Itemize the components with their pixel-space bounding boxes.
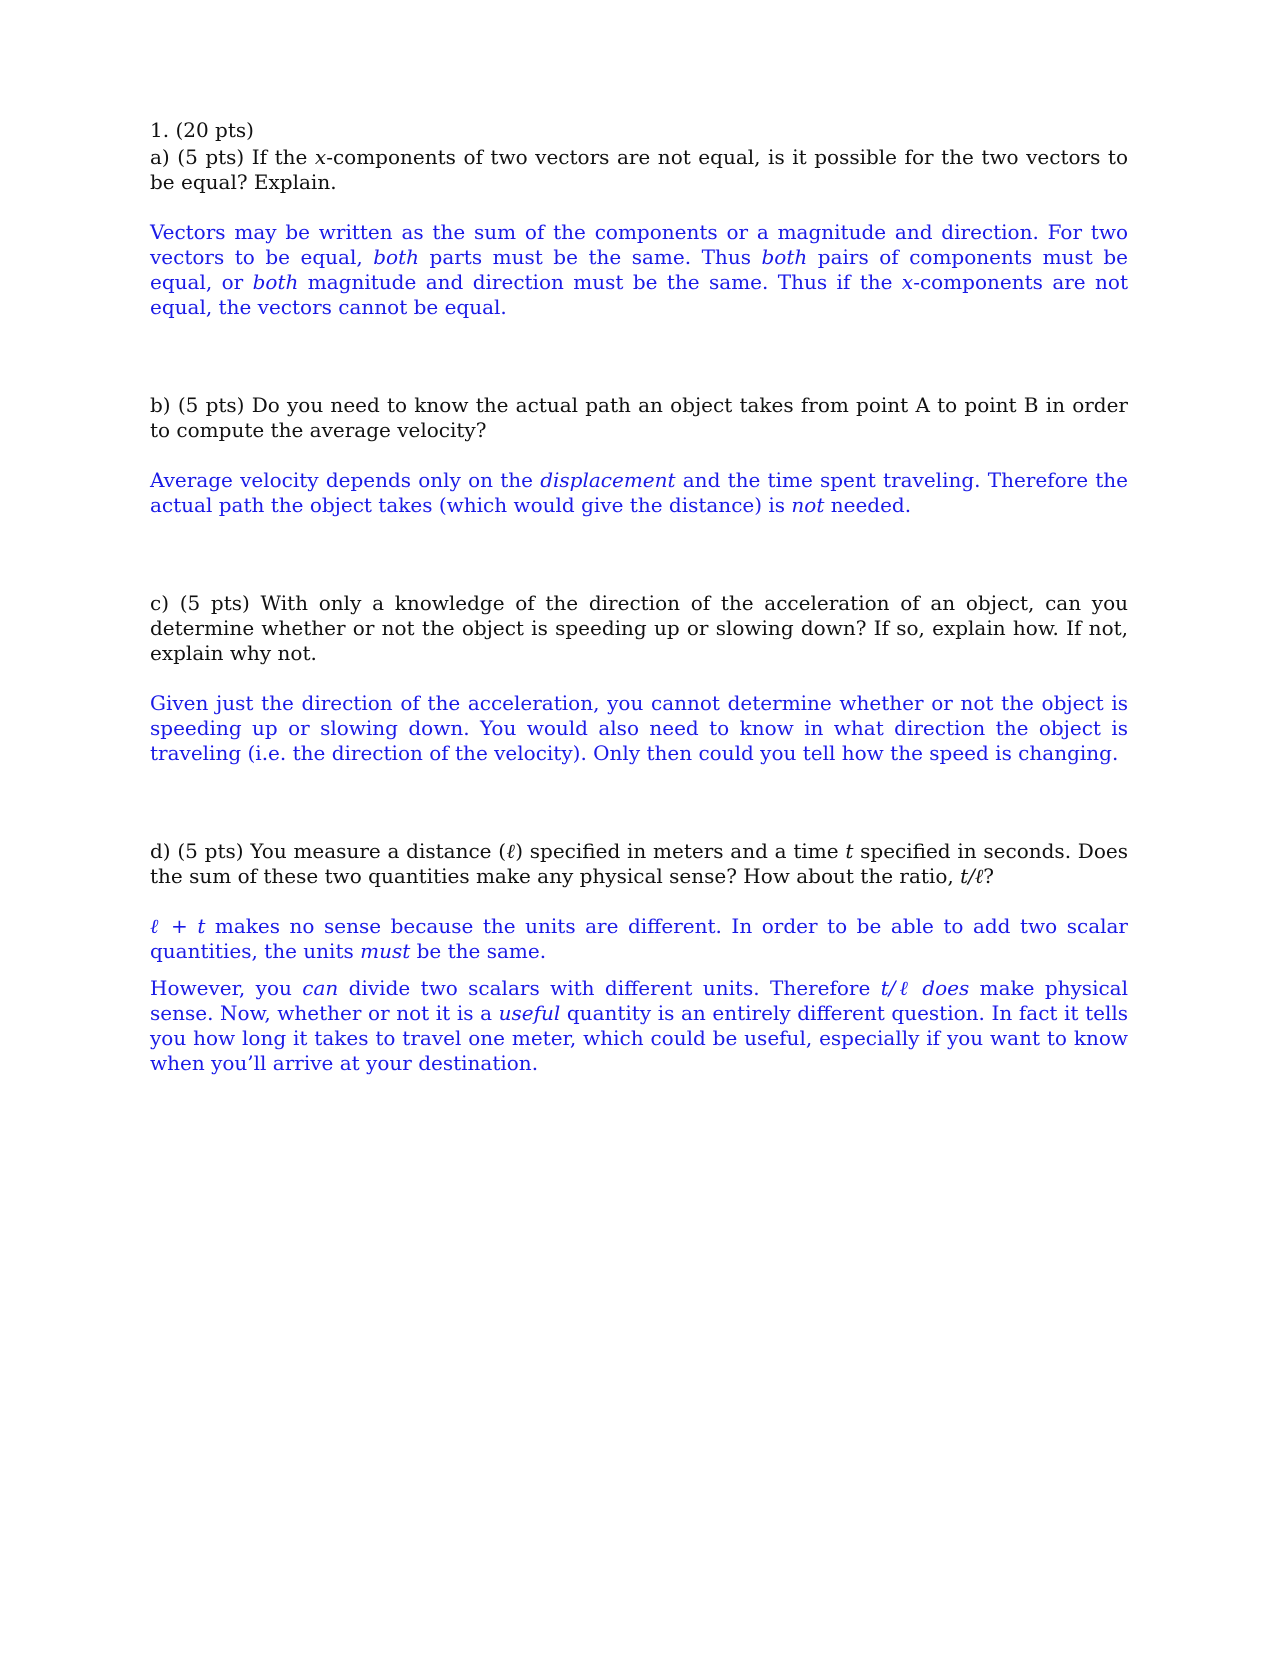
emphasis-can: can <box>302 976 339 1000</box>
part-d-answer-2-text: However, you <box>150 976 303 1000</box>
math-x: x <box>314 145 327 169</box>
part-d-answer-1-text: makes no sense because the units are different. In order to be able to add two scalar quantities, the units <box>150 914 1128 963</box>
part-b-answer-text: Average velocity depends only on the <box>150 468 541 492</box>
part-c-question <box>150 591 1128 666</box>
part-a-answer <box>150 220 1128 320</box>
part-d-question-text-4: ? <box>983 864 994 888</box>
emphasis-both: both <box>373 245 419 269</box>
part-b-answer-text-2: and the time spent traveling. Therefore the actual path the object takes (which would give the distance) is <box>150 468 1128 517</box>
space <box>912 976 922 1000</box>
part-a-answer-text-3: pairs of components must be equal, or <box>150 245 1128 294</box>
part-d-answer-1-text-2: be the same. <box>410 939 547 963</box>
part-c-answer <box>150 691 1128 766</box>
math-ell: ℓ <box>506 839 516 863</box>
part-a-question <box>150 145 1128 195</box>
math-ratio: t/ℓ <box>960 864 984 888</box>
emphasis-both: both <box>252 270 299 294</box>
emphasis-does: does <box>922 976 970 1000</box>
emphasis-must: must <box>360 939 411 963</box>
part-a-answer-text-5: -components are not equal, the vectors cannot be equal. <box>150 270 1128 319</box>
emphasis-both: both <box>761 245 808 269</box>
part-b-question-text: b) (5 pts) Do you need to know the actual path an object takes from point A to point B in order to compute the average velocity? <box>150 393 1128 442</box>
part-c-answer-text: Given just the direction of the acceleration, you cannot determine whether or not the object is speeding up or slowing down. You would also need to know in what direction the object is traveling (i.e. the direction of the velocity). Only then could you tell how the speed is changing. <box>150 691 1128 765</box>
problem-heading <box>150 118 1128 143</box>
document-page <box>150 118 1128 1076</box>
part-d-question-text-2: ) specified in meters and a time <box>515 839 846 863</box>
part-c-question-text: c) (5 pts) With only a knowledge of the direction of the acceleration of an object, can you determine whether or not the object is speeding up or slowing down? If so, explain how. If not, explain why not. <box>150 591 1128 665</box>
part-b-question <box>150 393 1128 443</box>
part-d-answer-2 <box>150 976 1128 1076</box>
part-d-answer-2-text-2: divide two scalars with different units. Therefore <box>338 976 881 1000</box>
math-t: t <box>845 839 854 863</box>
part-d-question-text-3: specified in seconds. Does the sum of these two quantities make any physical sense? How about the ratio, <box>150 839 1128 888</box>
part-a-answer-text: Vectors may be written as the sum of the components or a magnitude and direction. For two vectors to be equal, <box>150 220 1128 269</box>
part-a-question-text: a) (5 pts) If the <box>150 145 315 169</box>
math-x: x <box>901 270 914 294</box>
part-d-answer-2-text-3: make physical sense. Now, whether or not it is a <box>150 976 1128 1025</box>
part-d-answer-1 <box>150 914 1128 964</box>
emphasis-displacement: displacement <box>540 468 676 492</box>
part-d-question-text: d) (5 pts) You measure a distance ( <box>150 839 507 863</box>
part-b-answer-text-3: needed. <box>824 493 912 517</box>
part-b-answer <box>150 468 1128 518</box>
problem-heading-text: 1. (20 pts) <box>150 118 254 142</box>
part-d-question <box>150 839 1128 889</box>
part-d-answer-2-text-4: quantity is an entirely different question. In fact it tells you how long it takes to travel one meter, which could be useful, especially if you want to know when you’ll arrive at your destination. <box>150 1001 1128 1075</box>
emphasis-not: not <box>791 493 825 517</box>
part-a-answer-text-2: parts must be the same. Thus <box>419 245 762 269</box>
math-sum: ℓ + t <box>150 914 206 938</box>
part-a-question-text-2: -components of two vectors are not equal, is it possible for the two vectors to be equal? Explain. <box>150 145 1128 194</box>
math-ratio: t/ℓ <box>880 976 912 1000</box>
emphasis-useful: useful <box>498 1001 561 1025</box>
part-a-answer-text-4: magnitude and direction must be the same. Thus if the <box>298 270 902 294</box>
